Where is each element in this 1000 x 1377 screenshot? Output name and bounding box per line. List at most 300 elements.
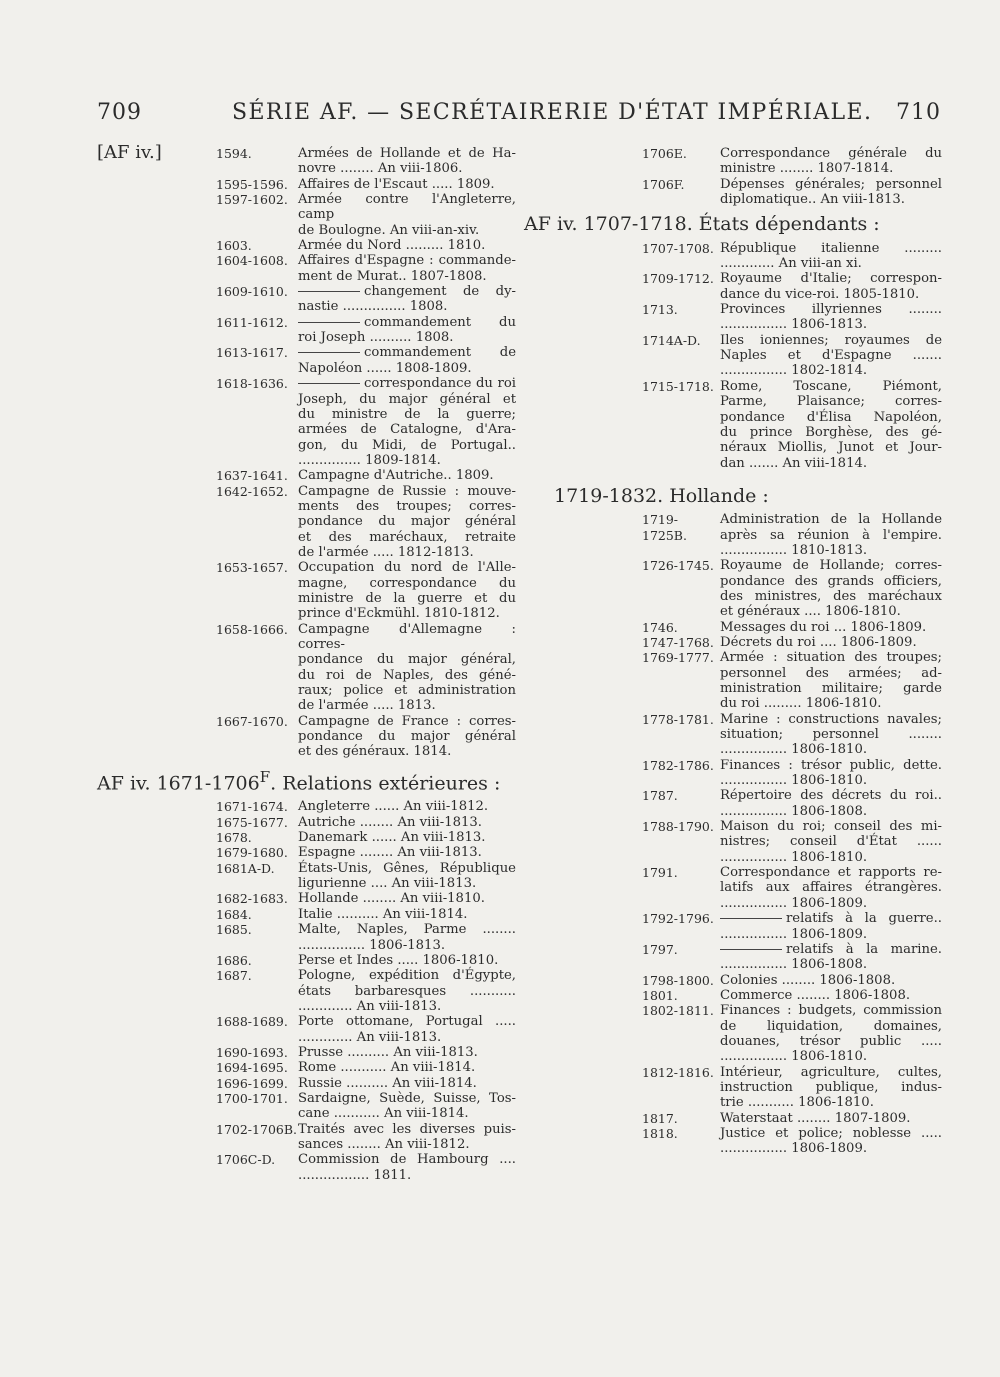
document-entry [216,922,516,953]
document-entry [216,177,516,192]
entry-description [298,345,516,376]
entry-description [720,379,942,471]
entry-line: prince d'Eckmühl. 1810-1812. [298,606,500,622]
entry-description [298,284,516,315]
entry-line: raux; police et administration [298,683,516,699]
entry-line: ................ 1806-1810. [720,1049,868,1065]
entry-line: et des maréchaux, retraite [298,529,516,545]
entry-description [720,635,942,650]
entry-line: de l'armée ..... 1812-1813. [298,544,474,560]
entry-description [298,953,516,968]
section-prefix: AF iv. 1671-1706 [97,772,260,795]
entry-line: Décrets du roi .... 1806-1809. [720,634,917,650]
entry-description [298,891,516,906]
entry-code: 1817. [642,1110,678,1126]
entry-line: Messages du roi ... 1806-1809. [720,619,927,635]
entry-description [298,253,516,284]
entry-description [720,988,942,1003]
entry-list-left-1 [216,146,516,760]
document-entry [216,484,516,561]
entry-line: Hollande ........ An viii-1810. [298,891,485,907]
entry-line: personnel des armées; ad- [720,665,942,681]
entry-description [298,922,516,953]
section-prefix: AF iv. 1707-1718. [524,213,693,236]
entry-description [298,714,516,760]
entry-description [298,845,516,860]
entry-line: de Boulogne. An viii-an-xiv. [298,222,480,238]
document-entry [216,861,516,892]
entry-line [298,315,516,330]
entry-description [298,1076,516,1091]
entry-list-right-1 [642,146,942,207]
entry-code: 1788-1790. [642,819,714,835]
entry-code: 1681A-D. [216,860,275,876]
entry-code: 1812-1816. [642,1064,714,1080]
entry-line-text: relatifs à la guerre.. [786,911,942,927]
entry-description [720,333,942,379]
document-entry [216,845,516,860]
entry-line: Royaume d'Italie; correspon- [720,271,942,287]
document-entry [216,799,516,814]
entry-code: 1707-1708. [642,240,714,256]
entry-description [298,968,516,1014]
document-entry [216,714,516,760]
entry-code: 1609-1610. [216,284,288,300]
entry-line: du ministre de la guerre; [298,406,516,422]
document-entry [216,1060,516,1075]
entry-line: Porte ottomane, Portugal ..... [298,1014,516,1030]
entry-line: sances ........ An viii-1812. [298,1136,470,1152]
entry-line: Napoléon ...... 1808-1809. [298,360,472,376]
document-entry [642,333,942,379]
entry-line [298,345,516,360]
entry-line: Correspondance générale du [720,146,942,161]
entry-line: ................ 1806-1809. [720,1141,868,1157]
ditto-rule [298,322,360,323]
entry-code: 1684. [216,906,252,922]
entry-line-text: correspondance du roi [364,376,516,392]
document-entry [216,1122,516,1153]
document-entry [642,942,942,973]
entry-description [298,1152,516,1183]
entry-description [298,861,516,892]
document-entry [216,1014,516,1045]
ditto-rule [720,949,782,950]
entry-line: Armée du Nord ......... 1810. [298,238,486,254]
entry-line: Rome, Toscane, Piémont, [720,378,942,394]
entry-code: 1667-1670. [216,713,288,729]
entry-description [298,560,516,621]
document-entry [216,891,516,906]
document-entry [642,911,942,942]
section-title: Hollande : [663,484,769,507]
entry-line: Parme, Plaisance; corres- [720,394,942,410]
entry-line: pondance du major général [298,729,516,745]
entry-line [298,284,516,299]
document-entry [642,712,942,758]
entry-code: 1675-1677. [216,814,288,830]
document-entry [216,284,516,315]
entry-line: Finances : trésor public, dette. [720,757,942,773]
entry-line: ................ 1806-1813. [298,937,446,953]
entry-code: 1653-1657. [216,560,288,576]
document-entry [216,560,516,621]
entry-description [720,911,942,942]
entry-code: 1671-1674. [216,799,288,815]
entry-description [298,1091,516,1122]
ditto-rule [720,918,782,919]
entry-line: Justice et police; noblesse ..... [720,1125,942,1141]
entry-line: Armées de Hollande et de Ha- [298,146,516,161]
entry-code: 1713. [642,302,678,318]
entry-line: ligurienne .... An viii-1813. [298,876,477,892]
entry-line: Dépenses générales; personnel [720,176,942,192]
document-entry [216,345,516,376]
entry-description [298,1060,516,1075]
entry-description [298,907,516,922]
entry-line [720,911,942,926]
document-entry [642,865,942,911]
entry-line: situation; personnel ........ [720,727,942,743]
document-entry [642,620,942,635]
entry-code: 1618-1636. [216,376,288,392]
entry-line-text: commandement du [364,314,516,330]
entry-code: 1802-1811. [642,1003,714,1019]
entry-line: états barbaresques ........... [298,983,516,999]
entry-line: ............. An viii-1813. [298,1029,442,1045]
entry-line: des ministres, des maréchaux [720,588,942,604]
page-number-right: 710 [896,100,941,125]
entry-code: 1709-1712. [642,271,714,287]
document-entry [642,788,942,819]
entry-code: 1682-1683. [216,891,288,907]
entry-code: 1642-1652. [216,483,288,499]
entry-code: 1679-1680. [216,845,288,861]
entry-line: dan ....... An viii-1814. [720,455,868,471]
entry-line-text: relatifs à la marine. [786,941,942,957]
entry-line: pondance des grands officiers, [720,573,942,589]
right-column [524,146,942,1157]
entry-line: ................ 1806-1809. [720,926,868,942]
document-entry [642,558,942,619]
entry-code: 1706C-D. [216,1152,276,1168]
entry-line-text: commandement de [364,345,516,361]
entry-code: 1801. [642,987,678,1003]
document-entry [216,376,516,468]
entry-line: Administration de la Hollande [720,512,942,528]
section-prefix: 1719-1832. [554,484,664,507]
document-entry [642,1111,942,1126]
entry-code: 1702-1706B. [216,1121,298,1137]
entry-line: Campagne de Russie : mouve- [298,483,516,499]
entry-description [298,315,516,346]
document-entry [216,815,516,830]
entry-line: Provinces illyriennes ........ [720,302,942,318]
entry-line: douanes, trésor public ..... [720,1033,942,1049]
entry-description [298,468,516,483]
entry-line: Joseph, du major général et [298,391,516,407]
entry-line: néraux Miollis, Junot et Jour- [720,440,942,456]
entry-description [720,177,942,208]
entry-description [298,830,516,845]
entry-code: 1797. [642,941,678,957]
entry-line: du roi ......... 1806-1810. [720,696,882,712]
entry-code: 1700-1701. [216,1090,288,1106]
document-entry [642,650,942,711]
entry-line: nastie ............... 1808. [298,299,448,315]
section-title: États dépendants : [692,213,880,236]
document-entry [642,819,942,865]
section-sup: F [259,767,271,786]
document-entry [216,1076,516,1091]
entry-code: 1690-1693. [216,1044,288,1060]
entry-description [720,1111,942,1126]
entry-code: 1686. [216,952,252,968]
entry-description [298,376,516,468]
entry-line: Pologne, expédition d'Égypte, [298,968,516,984]
entry-line: ments des troupes; corres- [298,498,516,514]
entry-description [298,1045,516,1060]
entry-line: Campagne d'Autriche.. 1809. [298,468,494,484]
entry-line: Danemark ...... An viii-1813. [298,830,486,846]
entry-line: diplomatique.. An viii-1813. [720,192,905,208]
entry-line: États-Unis, Gênes, République [298,860,516,876]
entry-line: novre ........ An viii-1806. [298,161,463,177]
entry-code: 1769-1777. [642,650,714,666]
entry-line: Armée : situation des troupes; [720,650,942,666]
entry-description [720,758,942,789]
section-heading-relations [97,767,516,795]
document-entry [642,1003,942,1064]
entry-code: 1782-1786. [642,757,714,773]
entry-line: Maison du roi; conseil des mi- [720,819,942,835]
entry-line: pondance d'Élisa Napoléon, [720,409,942,425]
entry-description [720,942,942,973]
entry-line: Waterstaat ........ 1807-1809. [720,1110,911,1126]
entry-description [298,146,516,177]
entry-line: Commission de Hambourg .... [298,1152,516,1168]
entry-code: 1611-1612. [216,314,288,330]
document-entry [642,146,942,177]
entry-line: Intérieur, agriculture, cultes, [720,1064,942,1080]
entry-description [720,558,942,619]
entry-line: pondance du major général [298,514,516,530]
entry-line: ministre de la guerre et du [298,590,516,606]
document-entry [216,192,516,238]
ditto-rule [298,352,360,353]
entry-line: Rome ........... An viii-1814. [298,1060,476,1076]
entry-line: Marine : constructions navales; [720,711,942,727]
entry-description [720,865,942,911]
entry-code: 1595-1596. [216,176,288,192]
entry-line: Finances : budgets, commission [720,1003,942,1019]
entry-line: magne, correspondance du [298,575,516,591]
entry-line: République italienne ......... [720,240,942,256]
entry-line: ................ 1806-1808. [720,803,868,819]
entry-line: ................ 1806-1808. [720,957,868,973]
entry-line: Campagne d'Allemagne : corres- [298,621,516,652]
entry-code: 1594. [216,146,252,161]
entry-code: 1719-1725B. [642,512,687,543]
entry-line: gon, du Midi, de Portugal.. [298,437,516,453]
entry-code: 1696-1699. [216,1075,288,1091]
entry-description [720,1126,942,1157]
entry-description [720,241,942,272]
entry-line: de liquidation, domaines, [720,1018,942,1034]
entry-description [298,799,516,814]
entry-line: du roi de Naples, des géné- [298,667,516,683]
left-column [97,146,516,1183]
entry-line: ................ 1806-1810. [720,849,868,865]
entry-code: 1613-1617. [216,345,288,361]
entry-description [298,484,516,561]
entry-line: Perse et Indes ..... 1806-1810. [298,952,499,968]
entry-line: Commerce ........ 1806-1808. [720,987,911,1003]
entry-description [298,192,516,238]
entry-code: 1637-1641. [216,468,288,484]
entry-line: ................ 1806-1809. [720,895,868,911]
entry-line: trie ........... 1806-1810. [720,1095,874,1111]
section-title: . Relations extérieures : [270,772,501,795]
entry-line: ................ 1806-1813. [720,317,868,333]
entry-line: instruction publique, indus- [720,1079,942,1095]
entry-description [720,620,942,635]
entry-description [720,819,942,865]
entry-code: 1787. [642,788,678,804]
document-entry [216,622,516,714]
entry-line: Prusse .......... An viii-1813. [298,1044,478,1060]
entry-line: ministration militaire; garde [720,681,942,696]
entry-line-text: changement de dy- [364,284,516,300]
entry-list-left-2 [216,799,516,1183]
document-entry [642,758,942,789]
entry-line: Armée contre l'Angleterre, camp [298,192,516,223]
entry-description [720,1065,942,1111]
document-entry [216,907,516,922]
entry-line: Autriche ........ An viii-1813. [298,814,482,830]
document-entry [216,238,516,253]
page-number-left: 709 [97,100,142,125]
entry-line: nistres; conseil d'État ...... [720,834,942,850]
entry-line [298,376,516,391]
entry-description [298,1014,516,1045]
entry-line: après sa réunion à l'empire. [720,527,942,543]
entry-line: latifs aux affaires étrangères. [720,880,942,896]
document-entry [642,271,942,302]
entry-code: 1778-1781. [642,711,714,727]
entry-description [720,146,942,177]
entry-code: 1687. [216,968,252,984]
entry-code: 1792-1796. [642,911,714,927]
entry-code: 1747-1768. [642,634,714,650]
entry-line: armées de Catalogne, d'Ara- [298,422,516,438]
entry-code: 1678. [216,830,252,846]
entry-line: Espagne ........ An viii-1813. [298,845,482,861]
document-entry [642,302,942,333]
entry-line: pondance du major général, [298,652,516,668]
entry-description [720,712,942,758]
entry-line: Sardaigne, Suède, Suisse, Tos- [298,1090,516,1106]
page-title: SÉRIE AF. — SECRÉTAIRERIE D'ÉTAT IMPÉRIALE. [232,100,873,125]
entry-code: 1604-1608. [216,253,288,269]
document-entry [642,379,942,471]
entry-line: ministre ........ 1807-1814. [720,161,894,177]
entry-description [720,973,942,988]
ditto-rule [298,291,360,292]
entry-line: Italie .......... An viii-1814. [298,906,468,922]
section-heading-hollande [554,484,942,507]
entry-line: et généraux .... 1806-1810. [720,604,901,620]
document-entry [642,241,942,272]
entry-code: 1694-1695. [216,1060,288,1076]
document-entry [216,468,516,483]
document-entry [216,953,516,968]
document-entry [216,315,516,346]
entry-code: 1818. [642,1125,678,1141]
entry-code: 1706F. [642,176,685,192]
entry-line: Colonies ........ 1806-1808. [720,972,896,988]
entry-description [720,512,942,558]
entry-code: 1688-1689. [216,1014,288,1030]
entry-code: 1603. [216,238,252,254]
entry-description [298,815,516,830]
entry-line: Correspondance et rapports re- [720,865,942,881]
entry-description [720,650,942,711]
entry-description [298,622,516,714]
document-entry [642,973,942,988]
ditto-rule [298,383,360,384]
entry-line: Répertoire des décrets du roi.. [720,788,942,804]
document-entry [216,830,516,845]
document-entry [642,512,942,558]
entry-line: ............. An viii-an xi. [720,256,862,272]
entry-line: Occupation du nord de l'Alle- [298,560,516,576]
entry-code: 1714A-D. [642,332,701,348]
entry-line: ............. An viii-1813. [298,998,442,1014]
entry-line: ment de Murat.. 1807-1808. [298,268,487,284]
entry-line: Malte, Naples, Parme ........ [298,922,516,938]
entry-line: ................. 1811. [298,1167,412,1183]
entry-description [720,302,942,333]
entry-line: du prince Borghèse, des gé- [720,424,942,440]
entry-line: ............... 1809-1814. [298,452,441,468]
entry-list-right-3 [642,512,942,1156]
entry-code: 1746. [642,619,678,635]
document-entry [216,1091,516,1122]
entry-line: et des généraux. 1814. [298,744,452,760]
entry-line: roi Joseph .......... 1808. [298,330,454,346]
entry-line: ................ 1806-1810. [720,742,868,758]
entry-description [720,788,942,819]
document-entry [216,1152,516,1183]
entry-code: 1798-1800. [642,972,714,988]
section-heading-etats [524,213,942,236]
document-entry [642,1126,942,1157]
entry-line: Naples et d'Espagne ....... [720,348,942,364]
entry-code: 1726-1745. [642,558,714,574]
document-entry [642,177,942,208]
entry-line: ................ 1810-1813. [720,542,868,558]
entry-code: 1791. [642,865,678,881]
entry-line: Campagne de France : corres- [298,713,516,729]
entry-line [720,942,942,957]
document-entry [642,988,942,1003]
entry-line: ................ 1802-1814. [720,363,868,379]
entry-description [720,271,942,302]
entry-line: Royaume de Hollande; corres- [720,558,942,574]
entry-code: 1706E. [642,146,687,161]
document-entry [216,968,516,1014]
